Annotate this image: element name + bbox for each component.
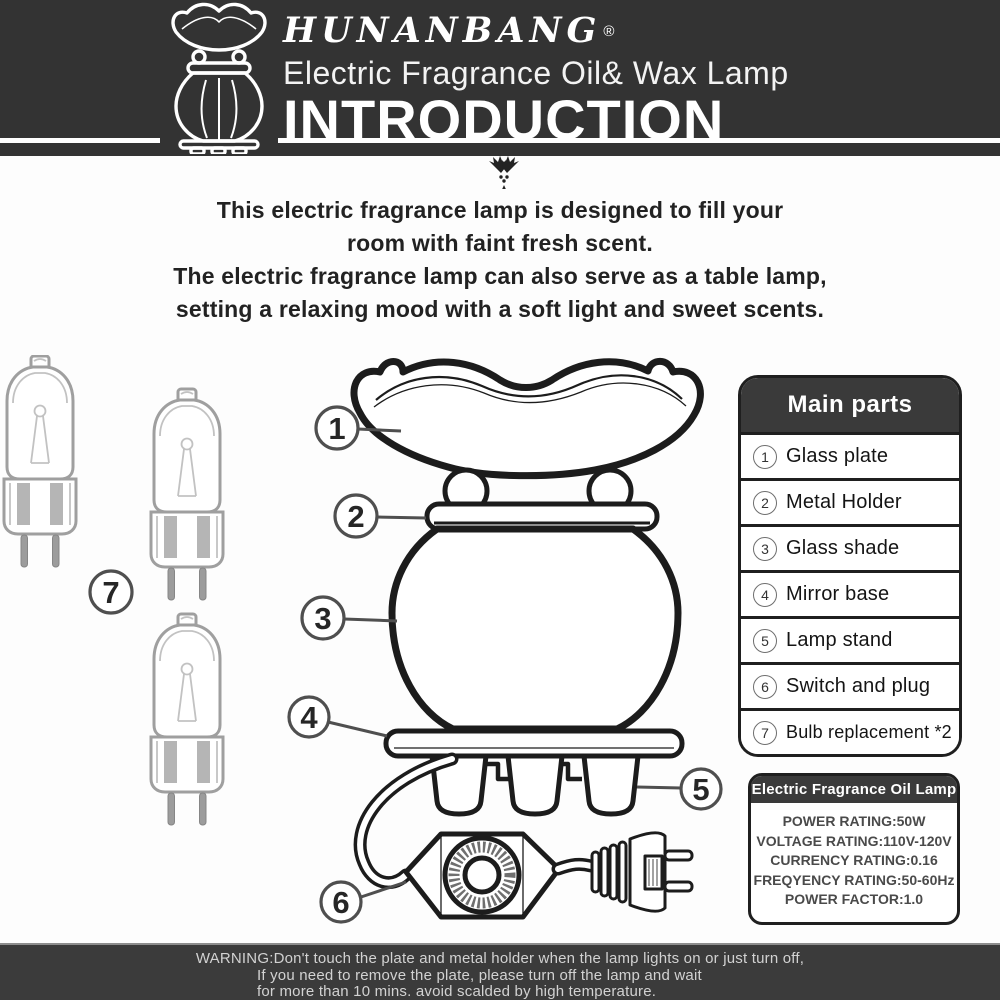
spec-voltage-rating: VOLTAGE RATING:110V-120V — [756, 832, 952, 849]
holly-ornament-icon — [484, 156, 524, 196]
part-label: Lamp stand — [786, 629, 893, 651]
page-title: INTRODUCTION — [283, 88, 725, 151]
header-text-block — [283, 8, 789, 151]
specs-list — [751, 803, 957, 922]
part-row-lamp-stand — [741, 616, 959, 662]
part-label: Glass plate — [786, 445, 889, 467]
specs-box — [748, 773, 960, 925]
svg-text:5: 5 — [692, 772, 710, 807]
warning-line-1: WARNING:Don't touch the plate and metal holder when the lamp lights on or just turn off, — [195, 950, 805, 967]
product-subtitle: Electric Fragrance Oil& Wax Lamp — [283, 55, 789, 91]
svg-text:1: 1 — [328, 411, 346, 446]
glass-plate-drawing — [354, 361, 700, 475]
svg-text:3: 3 — [314, 601, 332, 636]
svg-text:6: 6 — [332, 885, 350, 920]
part-row-glass-shade — [741, 524, 959, 570]
specs-title: Electric Fragrance Oil Lamp — [751, 776, 957, 803]
part-label: Metal Holder — [786, 491, 902, 513]
intro-line-4: setting a relaxing mood with a soft light and sweet scents. — [175, 296, 825, 322]
part-label: Glass shade — [786, 537, 900, 559]
part-number-badge: 2 — [753, 491, 777, 515]
spec-power-factor: POWER FACTOR:1.0 — [784, 891, 924, 907]
halogen-bulb-bottom-illustration — [151, 614, 223, 825]
spec-power-rating: POWER RATING:50W — [782, 813, 926, 829]
spec-currency-rating: CURRENCY RATING:0.16 — [770, 852, 938, 868]
part-number-badge: 5 — [753, 629, 777, 653]
glass-shade-drawing — [392, 529, 678, 729]
spec-frequency-rating: FREQYENCY RATING:50-60Hz — [753, 871, 955, 888]
svg-text:7: 7 — [102, 575, 120, 610]
svg-text:4: 4 — [300, 700, 318, 735]
intro-line-1: This electric fragrance lamp is designed to fill your — [216, 197, 784, 223]
part-row-metal-holder — [741, 478, 959, 524]
lamp-stand-drawing — [432, 756, 638, 814]
warning-line-2: If you need to remove the plate, please turn off the lamp and wait — [257, 966, 702, 984]
part-row-glass-plate — [741, 432, 959, 478]
callout-5 — [637, 769, 721, 809]
part-label: Switch and plug — [786, 675, 931, 697]
part-row-switch-and-plug — [741, 662, 959, 708]
callout-2 — [335, 495, 426, 537]
part-row-mirror-base — [741, 570, 959, 616]
warning-bar — [0, 943, 1000, 1000]
part-label: Mirror base — [786, 583, 890, 605]
part-row-bulb-replacement — [741, 708, 959, 754]
intro-line-2: room with faint fresh scent. — [347, 230, 653, 256]
main-parts-title: Main parts — [741, 378, 959, 432]
part-number-badge: 6 — [753, 675, 777, 699]
main-parts-panel — [738, 375, 962, 757]
svg-text:2: 2 — [347, 499, 365, 534]
dimmer-switch-drawing — [406, 834, 559, 917]
part-number-badge: 4 — [753, 583, 777, 607]
warning-line-3: for more than 10 mins. avoid scalded by high temperature. — [257, 983, 657, 1000]
lamp-logo-icon — [160, 2, 278, 154]
callout-3 — [302, 597, 397, 639]
registered-trademark: ® — [603, 22, 615, 40]
brand-row — [283, 8, 789, 54]
intro-text — [0, 194, 1000, 326]
halogen-bulb-top-illustration — [151, 389, 223, 600]
callout-4 — [289, 697, 387, 737]
power-plug-drawing — [558, 833, 692, 911]
part-number-badge: 1 — [753, 445, 777, 469]
mirror-base-drawing — [386, 731, 682, 756]
part-number-badge: 3 — [753, 537, 777, 561]
callout-7 — [90, 571, 132, 613]
intro-line-3: The electric fragrance lamp can also serve as a table lamp, — [173, 263, 827, 289]
brand-name: HUNANBANG — [283, 10, 602, 51]
part-label: Bulb replacement *2 — [786, 722, 952, 742]
header-banner — [0, 0, 1000, 156]
part-number-badge: 7 — [753, 721, 777, 745]
